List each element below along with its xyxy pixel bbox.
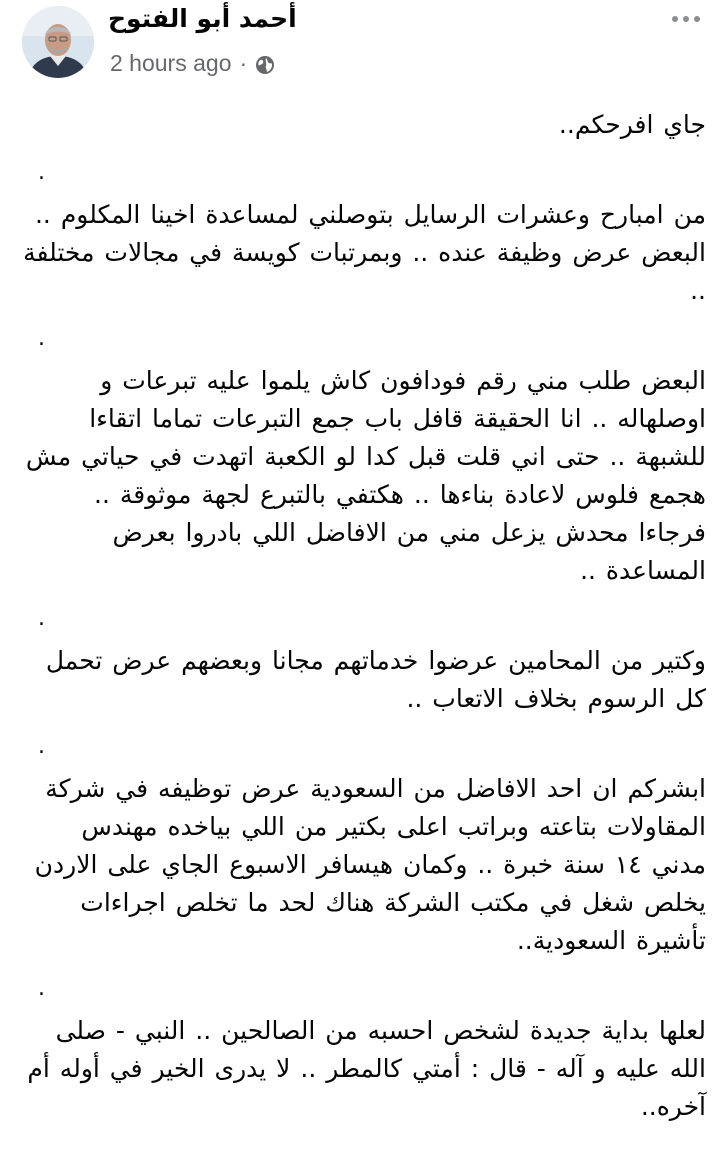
section-separator: . bbox=[38, 734, 45, 759]
post-author-name[interactable]: أحمد أبو الفتوح bbox=[108, 4, 297, 33]
more-dot bbox=[672, 16, 678, 22]
post-meta bbox=[110, 50, 275, 77]
post-paragraph: لعلها بداية جديدة لشخص احسبه من الصالحين .. النبي - صلى الله عليه و آله - قال : أمتي كالمطر .. لا يدرى الخير في أوله أم آخره.. bbox=[27, 1016, 706, 1121]
spacer bbox=[22, 144, 706, 158]
section-separator: . bbox=[38, 606, 45, 631]
more-dot bbox=[683, 16, 689, 22]
profile-photo bbox=[22, 6, 94, 78]
more-dot bbox=[694, 16, 700, 22]
section-separator: . bbox=[38, 160, 45, 185]
post-header bbox=[0, 0, 720, 100]
post-timestamp[interactable]: 2 hours ago bbox=[110, 50, 232, 76]
post-body bbox=[0, 100, 720, 1165]
post-paragraph: ابشركم ان احد الافاضل من السعودية عرض توظيفه في شركة المقاولات بتاعته وبراتب اعلى بكتير من اللي بياخده مهندس مدني ١٤ سنة خبرة .. وكمان هيسافر الاسبوع الجاي على الاردن يخلص شغل في مكتب الشركة هناك لحد ما تخلص اجراءات تأشيرة السعودية.. bbox=[34, 774, 706, 955]
meta-separator: · bbox=[239, 50, 248, 76]
spacer bbox=[22, 590, 706, 604]
avatar[interactable] bbox=[22, 6, 94, 78]
post-paragraph: من امبارح وعشرات الرسايل بتوصلني لمساعدة اخينا المكلوم .. البعض عرض وظيفة عنده .. وبمرتبات كويسة في مجالات مختلفة .. bbox=[23, 200, 706, 305]
more-options-icon[interactable] bbox=[664, 4, 708, 34]
post-paragraph: البعض طلب مني رقم فودافون كاش يلموا عليه تبرعات و اوصلهاله .. انا الحقيقة قافل باب جمع التبرعات تماما اتقاءا للشبهة .. حتى اني قلت قبل كدا لو الكعبة اتهدت في حياتي مش هجمع فلوس لاعادة بناءها .. هكتفي بالتبرع لجهة موثوقة .. فرجاءا محدش يزعل مني من الافاضل اللي بادروا بعرض المساعدة .. bbox=[25, 366, 706, 585]
section-separator: . bbox=[38, 326, 45, 351]
spacer bbox=[22, 718, 706, 732]
spacer bbox=[22, 310, 706, 324]
post-intro: جاي افرحكم.. bbox=[558, 110, 706, 139]
globe-icon[interactable] bbox=[255, 54, 275, 74]
post-paragraph: وكتير من المحامين عرضوا خدماتهم مجانا وبعضهم عرض تحمل كل الرسوم بخلاف الاتعاب .. bbox=[45, 646, 706, 713]
section-separator: . bbox=[38, 976, 45, 1001]
spacer bbox=[22, 960, 706, 974]
